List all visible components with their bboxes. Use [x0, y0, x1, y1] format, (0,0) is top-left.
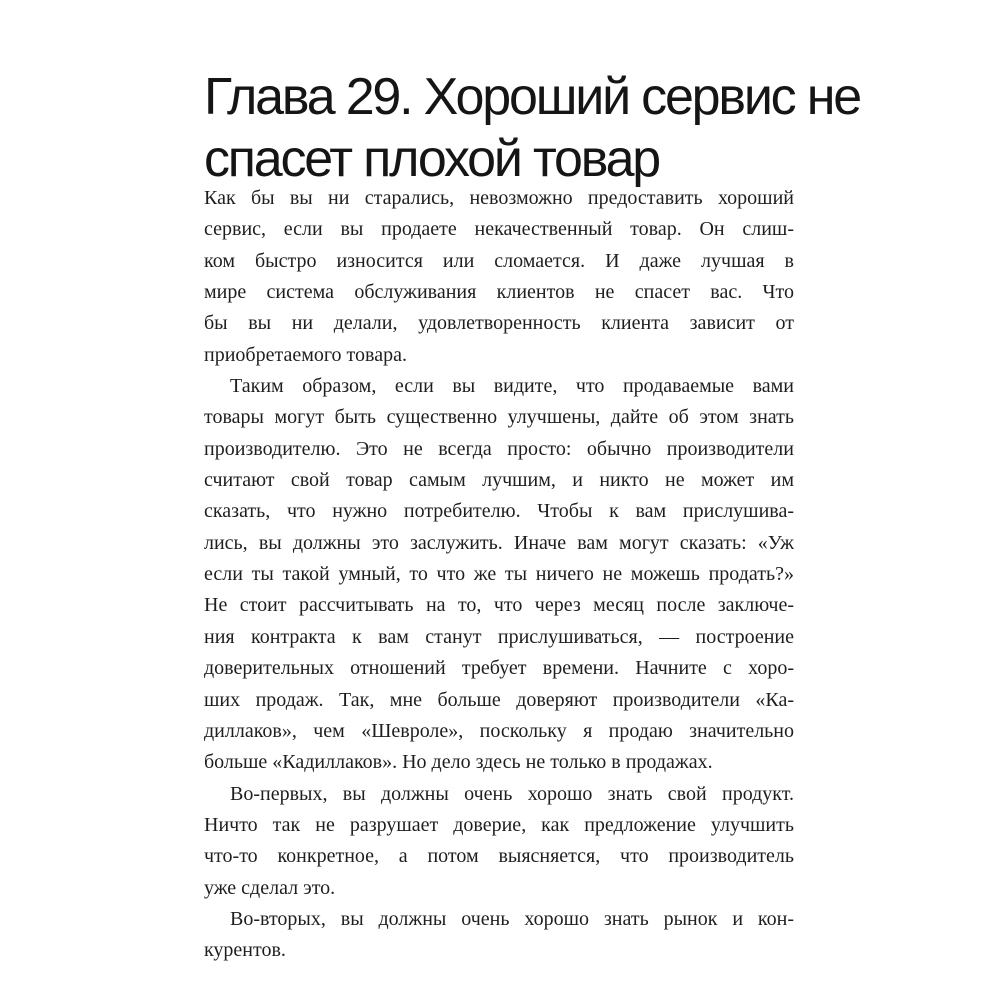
text-line: что-то конкретное, а потом выясняется, что производитель — [204, 845, 794, 868]
text-line: если ты такой умный, то что же ты ничего не можешь продать?» — [204, 563, 794, 586]
text-line: бы вы ни делали, удовлетворенность клиента зависит от — [204, 312, 794, 335]
text-line: считают свой товар самым лучшим, и никто не может им — [204, 469, 794, 492]
text-line: курентов. — [204, 939, 286, 962]
text-line: приобретаемого товара. — [204, 343, 407, 366]
text-line: сказать, что нужно потребителю. Чтобы к вам прислушива- — [204, 500, 794, 523]
text-line: сервис, если вы продаете некачественный товар. Он слиш- — [204, 218, 794, 241]
text-line: Ничто так не разрушает доверие, как предложение улучшить — [204, 813, 794, 836]
text-line: больше «Кадиллаков». Но дело здесь не только в продажах. — [204, 751, 713, 774]
text-line: диллаков», чем «Шевроле», поскольку я продаю значительно — [204, 719, 794, 742]
chapter-title-line: Глава 29. Хороший сервис не — [204, 68, 860, 126]
text-line: Не стоит рассчитывать на то, что через месяц после заключе- — [204, 594, 794, 617]
text-line: ших продаж. Так, мне больше доверяют производители «Ка- — [204, 688, 794, 711]
text-line: Во-первых, вы должны очень хорошо знать свой продукт. — [230, 782, 794, 805]
text-line: уже сделал это. — [204, 876, 336, 899]
text-line: Во-вторых, вы должны очень хорошо знать рынок и кон- — [230, 907, 794, 930]
chapter-body — [204, 183, 794, 967]
text-line: ния контракта к вам станут прислушиваться, — построение — [204, 625, 794, 648]
chapter-title-line: спасет плохой товар — [204, 130, 660, 188]
text-line: ком быстро износится или сломается. И даже лучшая в — [204, 249, 794, 272]
text-line: доверительных отношений требует времени. Начните с хоро- — [204, 657, 794, 680]
chapter-title — [204, 66, 860, 190]
text-line: Как бы вы ни старались, невозможно предоставить хороший — [204, 187, 794, 209]
text-line: мире система обслуживания клиентов не спасет вас. Что — [204, 281, 794, 304]
text-line: лись, вы должны это заслужить. Иначе вам могут сказать: «Уж — [204, 531, 794, 554]
text-line: товары могут быть существенно улучшены, дайте об этом знать — [204, 406, 794, 429]
text-line: Таким образом, если вы видите, что продаваемые вами — [230, 375, 794, 398]
text-line: производителю. Это не всегда просто: обычно производители — [204, 437, 794, 460]
